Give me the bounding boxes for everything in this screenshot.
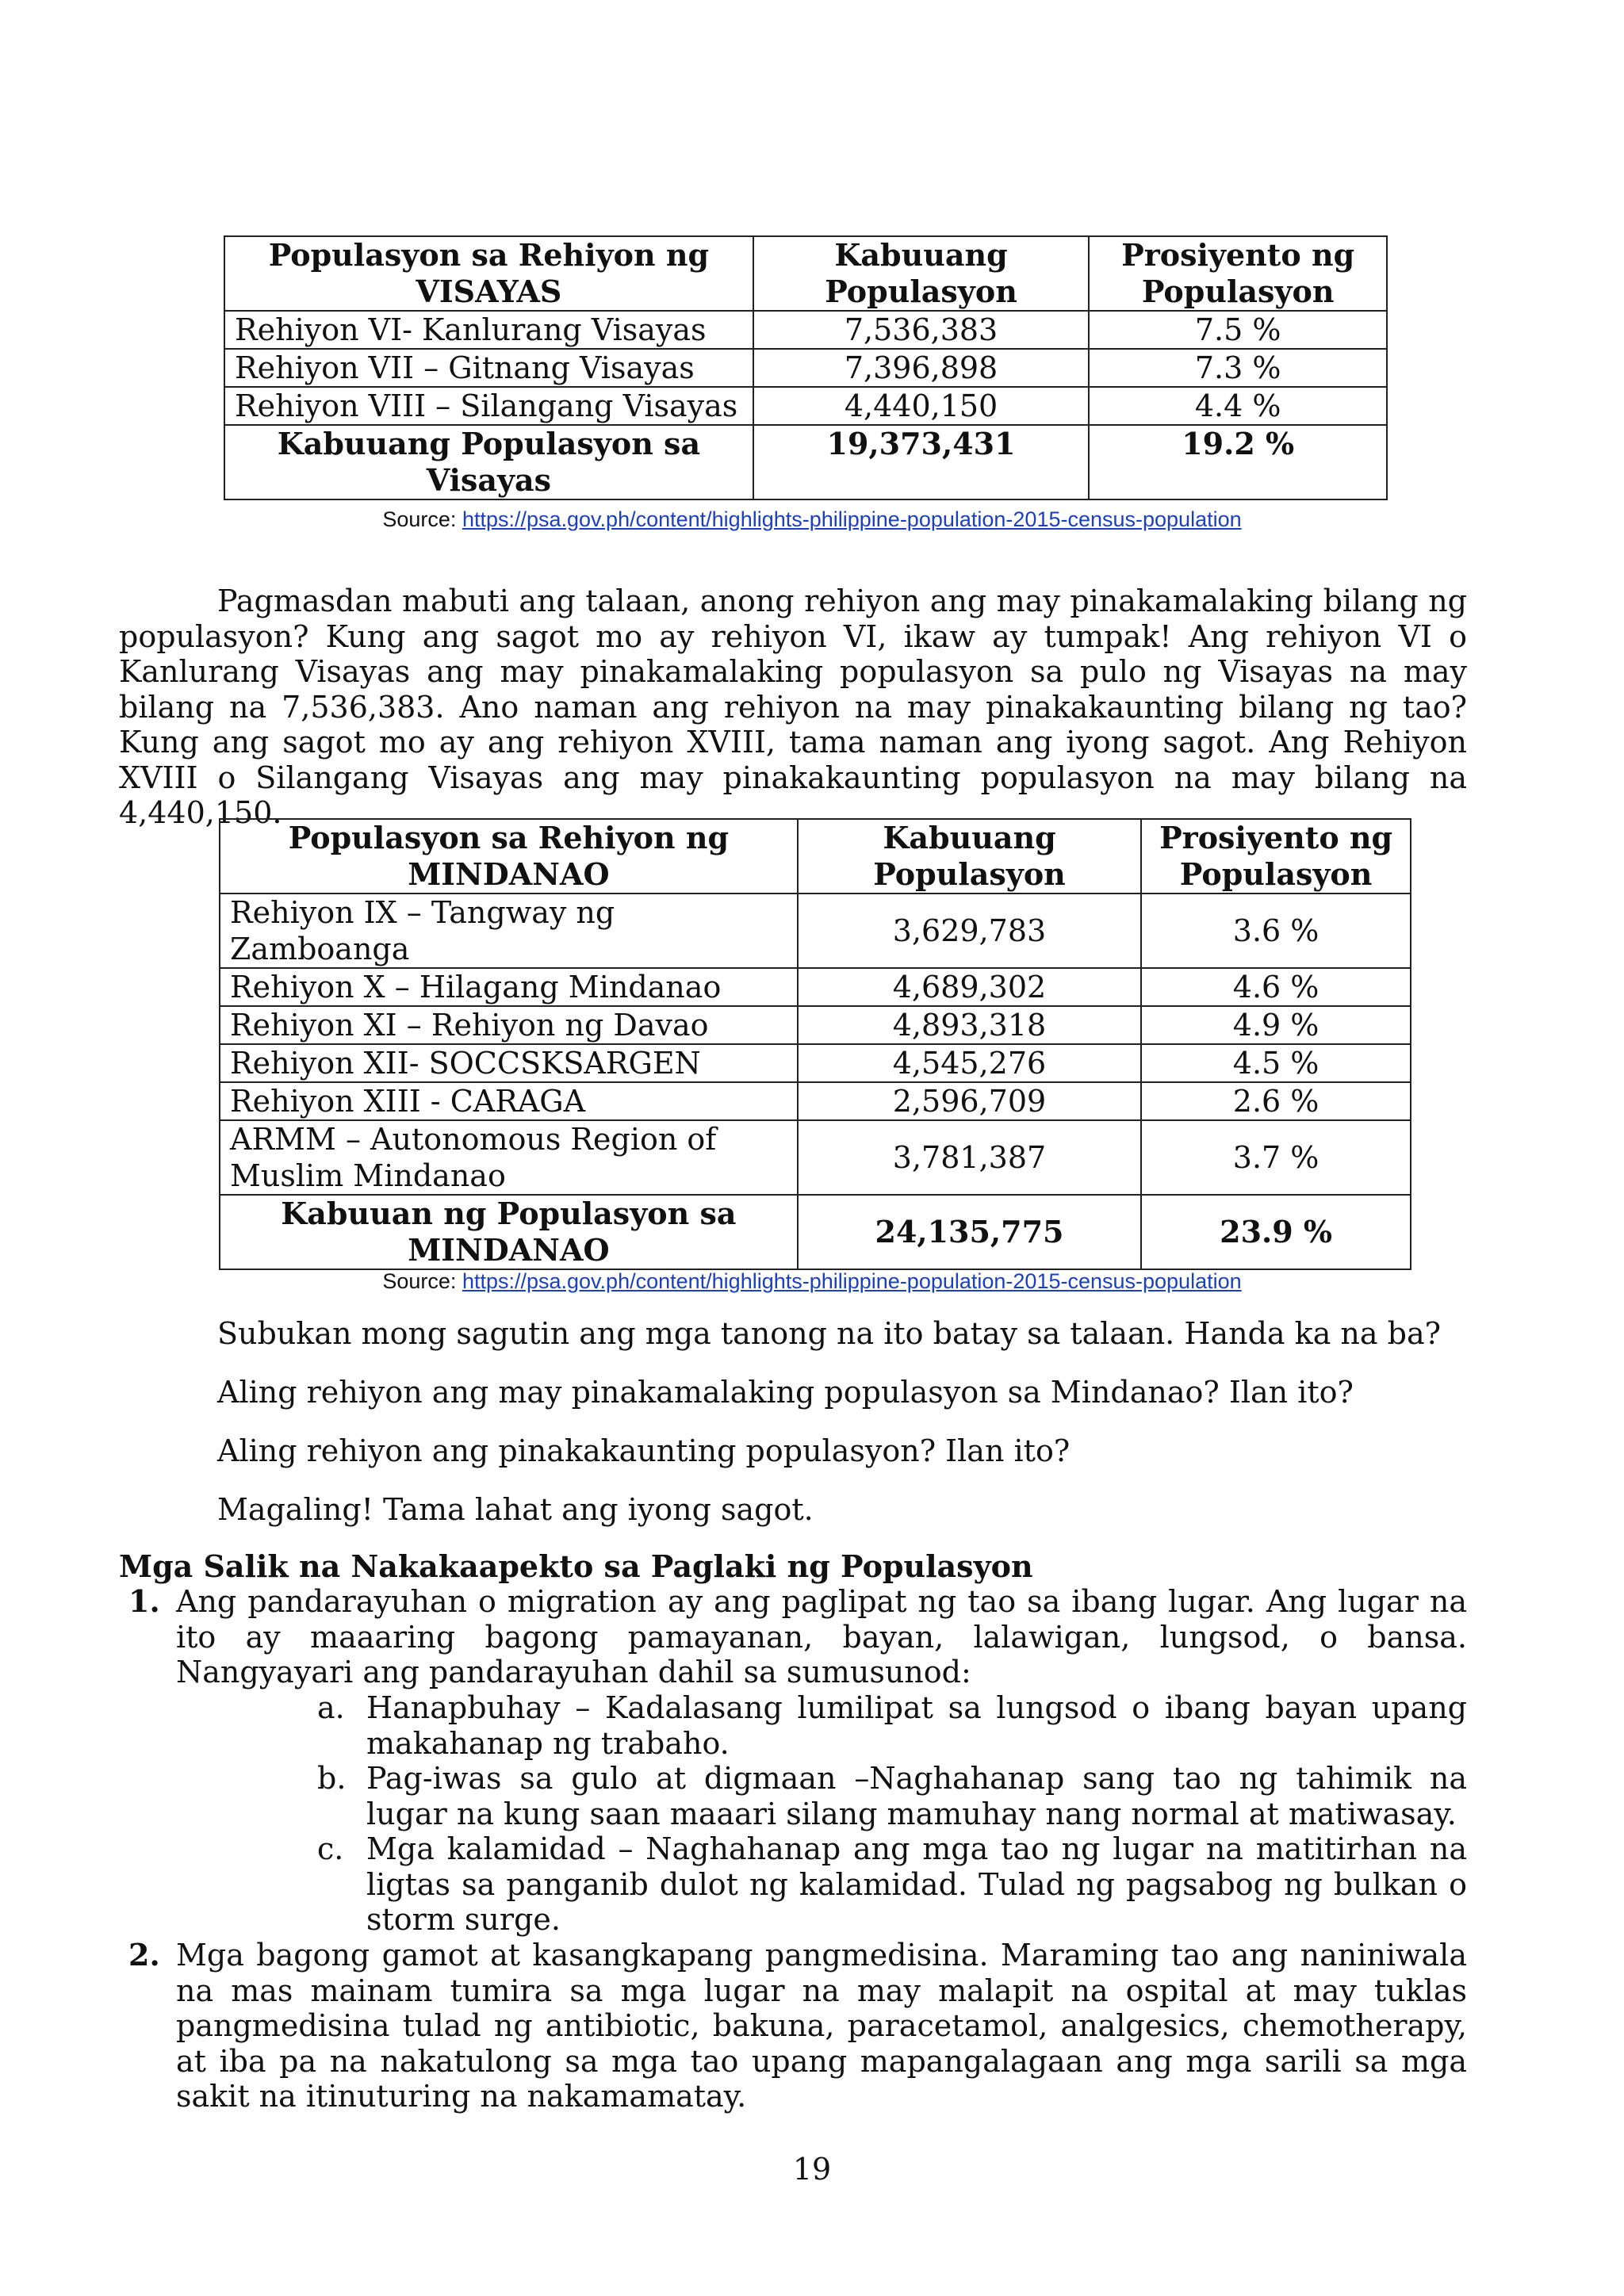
percent-cell: 3.6 % bbox=[1141, 894, 1411, 968]
list-item-medicine: Mga bagong gamot at kasangkapang pangmedisina. Maraming tao ang naniniwala na mas mainam tumira sa mga lugar na may malapit na ospital at may tuklas pangmedisina tulad ng antibiotic, bakuna, paracetamol, analgesics, chemotherapy, at iba pa na nakatulong sa mga tao upang mapangalagaan ang mga sarili sa mga sakit na itinuturing na nakamamatay. bbox=[176, 1938, 1467, 2114]
percent-cell: 7.3 % bbox=[1089, 349, 1387, 387]
population-cell: 2,596,709 bbox=[798, 1082, 1141, 1120]
sub-list-item-livelihood: Hanapbuhay – Kadalasang lumilipat sa lungsod o ibang bayan upang makahanap ng trabaho. bbox=[366, 1690, 1467, 1761]
question-smallest: Aling rehiyon ang pinakakaunting populasyon? Ilan ito? bbox=[217, 1433, 1071, 1468]
source-citation bbox=[0, 1269, 1624, 1294]
region-cell: Rehiyon XIII - CARAGA bbox=[220, 1082, 798, 1120]
table-header-percent: Prosiyento ng Populasyon bbox=[1141, 819, 1411, 894]
mindanao-population-table bbox=[219, 818, 1411, 1270]
table-header-region: Populasyon sa Rehiyon ng VISAYAS bbox=[224, 236, 753, 311]
paragraph-visayas-analysis: Pagmasdan mabuti ang talaan, anong rehiyon ang may pinakamalaking bilang ng populasyon? Kung ang sagot mo ay rehiyon VI, ikaw ay tumpak! Ang rehiyon VI o Kanlurang Visayas ang may pinakamalaking populasyon sa pulo ng Visayas na may bilang na 7,536,383. Ano naman ang rehiyon na may pinakakaunting bilang ng tao? Kung ang sagot mo ay ang rehiyon XVIII, tama naman ang iyong sagot. Ang Rehiyon XVIII o Silangang Visayas ang may pinakakaunting populasyon na may bilang na 4,440,150. bbox=[119, 584, 1467, 830]
population-cell: 4,893,318 bbox=[798, 1006, 1141, 1044]
percent-cell: 4.6 % bbox=[1141, 968, 1411, 1006]
total-population-cell: 24,135,775 bbox=[798, 1195, 1141, 1269]
table-total-row bbox=[224, 425, 1387, 499]
percent-cell: 2.6 % bbox=[1141, 1082, 1411, 1120]
table-header-population: Kabuuang Populasyon bbox=[753, 236, 1090, 311]
visayas-population-table bbox=[224, 235, 1388, 500]
table-row bbox=[220, 1082, 1411, 1120]
table-row bbox=[220, 894, 1411, 968]
praise-line: Magaling! Tama lahat ang iyong sagot. bbox=[217, 1492, 814, 1527]
population-cell: 4,545,276 bbox=[798, 1044, 1141, 1082]
table-header-population: Kabuuang Populasyon bbox=[798, 819, 1141, 894]
table-row bbox=[220, 1006, 1411, 1044]
table-row bbox=[224, 349, 1387, 387]
sub-list-letter: a. bbox=[317, 1690, 345, 1725]
region-cell: Rehiyon X – Hilagang Mindanao bbox=[220, 968, 798, 1006]
population-cell: 3,629,783 bbox=[798, 894, 1141, 968]
total-population-cell: 19,373,431 bbox=[753, 425, 1090, 499]
population-cell: 7,536,383 bbox=[753, 311, 1090, 349]
percent-cell: 4.5 % bbox=[1141, 1044, 1411, 1082]
source-citation bbox=[0, 507, 1624, 532]
sub-list-item-conflict: Pag-iwas sa gulo at digmaan –Naghahanap sang tao ng tahimik na lugar na kung saan maaari silang mamuhay nang normal at matiwasay. bbox=[366, 1761, 1467, 1831]
table-row bbox=[224, 387, 1387, 425]
total-label-cell: Kabuuan ng Populasyon sa MINDANAO bbox=[220, 1195, 798, 1269]
table-header-row bbox=[224, 236, 1387, 311]
sub-list-letter: b. bbox=[317, 1761, 347, 1796]
table-header-region: Populasyon sa Rehiyon ng MINDANAO bbox=[220, 819, 798, 894]
source-label: Source: bbox=[382, 507, 457, 531]
list-number: 2. bbox=[128, 1937, 160, 1973]
question-intro: Subukan mong sagutin ang mga tanong na ito batay sa talaan. Handa ka na ba? bbox=[217, 1316, 1441, 1351]
table-total-row bbox=[220, 1195, 1411, 1269]
table-row bbox=[220, 1120, 1411, 1195]
percent-cell: 3.7 % bbox=[1141, 1120, 1411, 1195]
table-header-percent: Prosiyento ng Populasyon bbox=[1089, 236, 1387, 311]
section-heading: Mga Salik na Nakakaapekto sa Paglaki ng Populasyon bbox=[119, 1548, 1033, 1584]
total-percent-cell: 23.9 % bbox=[1141, 1195, 1411, 1269]
table-row bbox=[224, 311, 1387, 349]
population-cell: 4,440,150 bbox=[753, 387, 1090, 425]
page-number: 19 bbox=[792, 2152, 832, 2187]
region-cell: Rehiyon VI- Kanlurang Visayas bbox=[224, 311, 753, 349]
percent-cell: 7.5 % bbox=[1089, 311, 1387, 349]
source-label: Source: bbox=[382, 1269, 457, 1293]
sub-list-item-calamity: Mga kalamidad – Naghahanap ang mga tao ng lugar na matitirhan na ligtas sa panganib dulot ng kalamidad. Tulad ng pagsabog ng bulkan o storm surge. bbox=[366, 1831, 1467, 1937]
source-link[interactable]: https://psa.gov.ph/content/highlights-philippine-population-2015-census-population bbox=[462, 507, 1242, 531]
question-largest: Aling rehiyon ang may pinakamalaking populasyon sa Mindanao? Ilan ito? bbox=[217, 1375, 1354, 1410]
region-cell: Rehiyon VIII – Silangang Visayas bbox=[224, 387, 753, 425]
percent-cell: 4.4 % bbox=[1089, 387, 1387, 425]
population-cell: 3,781,387 bbox=[798, 1120, 1141, 1195]
region-cell: Rehiyon IX – Tangway ng Zamboanga bbox=[220, 894, 798, 968]
region-cell: ARMM – Autonomous Region of Muslim Mindanao bbox=[220, 1120, 798, 1195]
table-row bbox=[220, 1044, 1411, 1082]
total-percent-cell: 19.2 % bbox=[1089, 425, 1387, 499]
percent-cell: 4.9 % bbox=[1141, 1006, 1411, 1044]
population-cell: 7,396,898 bbox=[753, 349, 1090, 387]
table-header-row bbox=[220, 819, 1411, 894]
population-cell: 4,689,302 bbox=[798, 968, 1141, 1006]
region-cell: Rehiyon XII- SOCCSKSARGEN bbox=[220, 1044, 798, 1082]
list-item-migration: Ang pandarayuhan o migration ay ang paglipat ng tao sa ibang lugar. Ang lugar na ito ay maaaring bagong pamayanan, bayan, lalawigan, lungsod, o bansa. Nangyayari ang pandarayuhan dahil sa sumusunod: bbox=[176, 1584, 1467, 1689]
total-label-cell: Kabuuang Populasyon sa Visayas bbox=[224, 425, 753, 499]
region-cell: Rehiyon XI – Rehiyon ng Davao bbox=[220, 1006, 798, 1044]
region-cell: Rehiyon VII – Gitnang Visayas bbox=[224, 349, 753, 387]
sub-list-letter: c. bbox=[317, 1831, 344, 1866]
list-number: 1. bbox=[128, 1583, 160, 1619]
source-link[interactable]: https://psa.gov.ph/content/highlights-philippine-population-2015-census-population bbox=[462, 1269, 1242, 1293]
table-row bbox=[220, 968, 1411, 1006]
